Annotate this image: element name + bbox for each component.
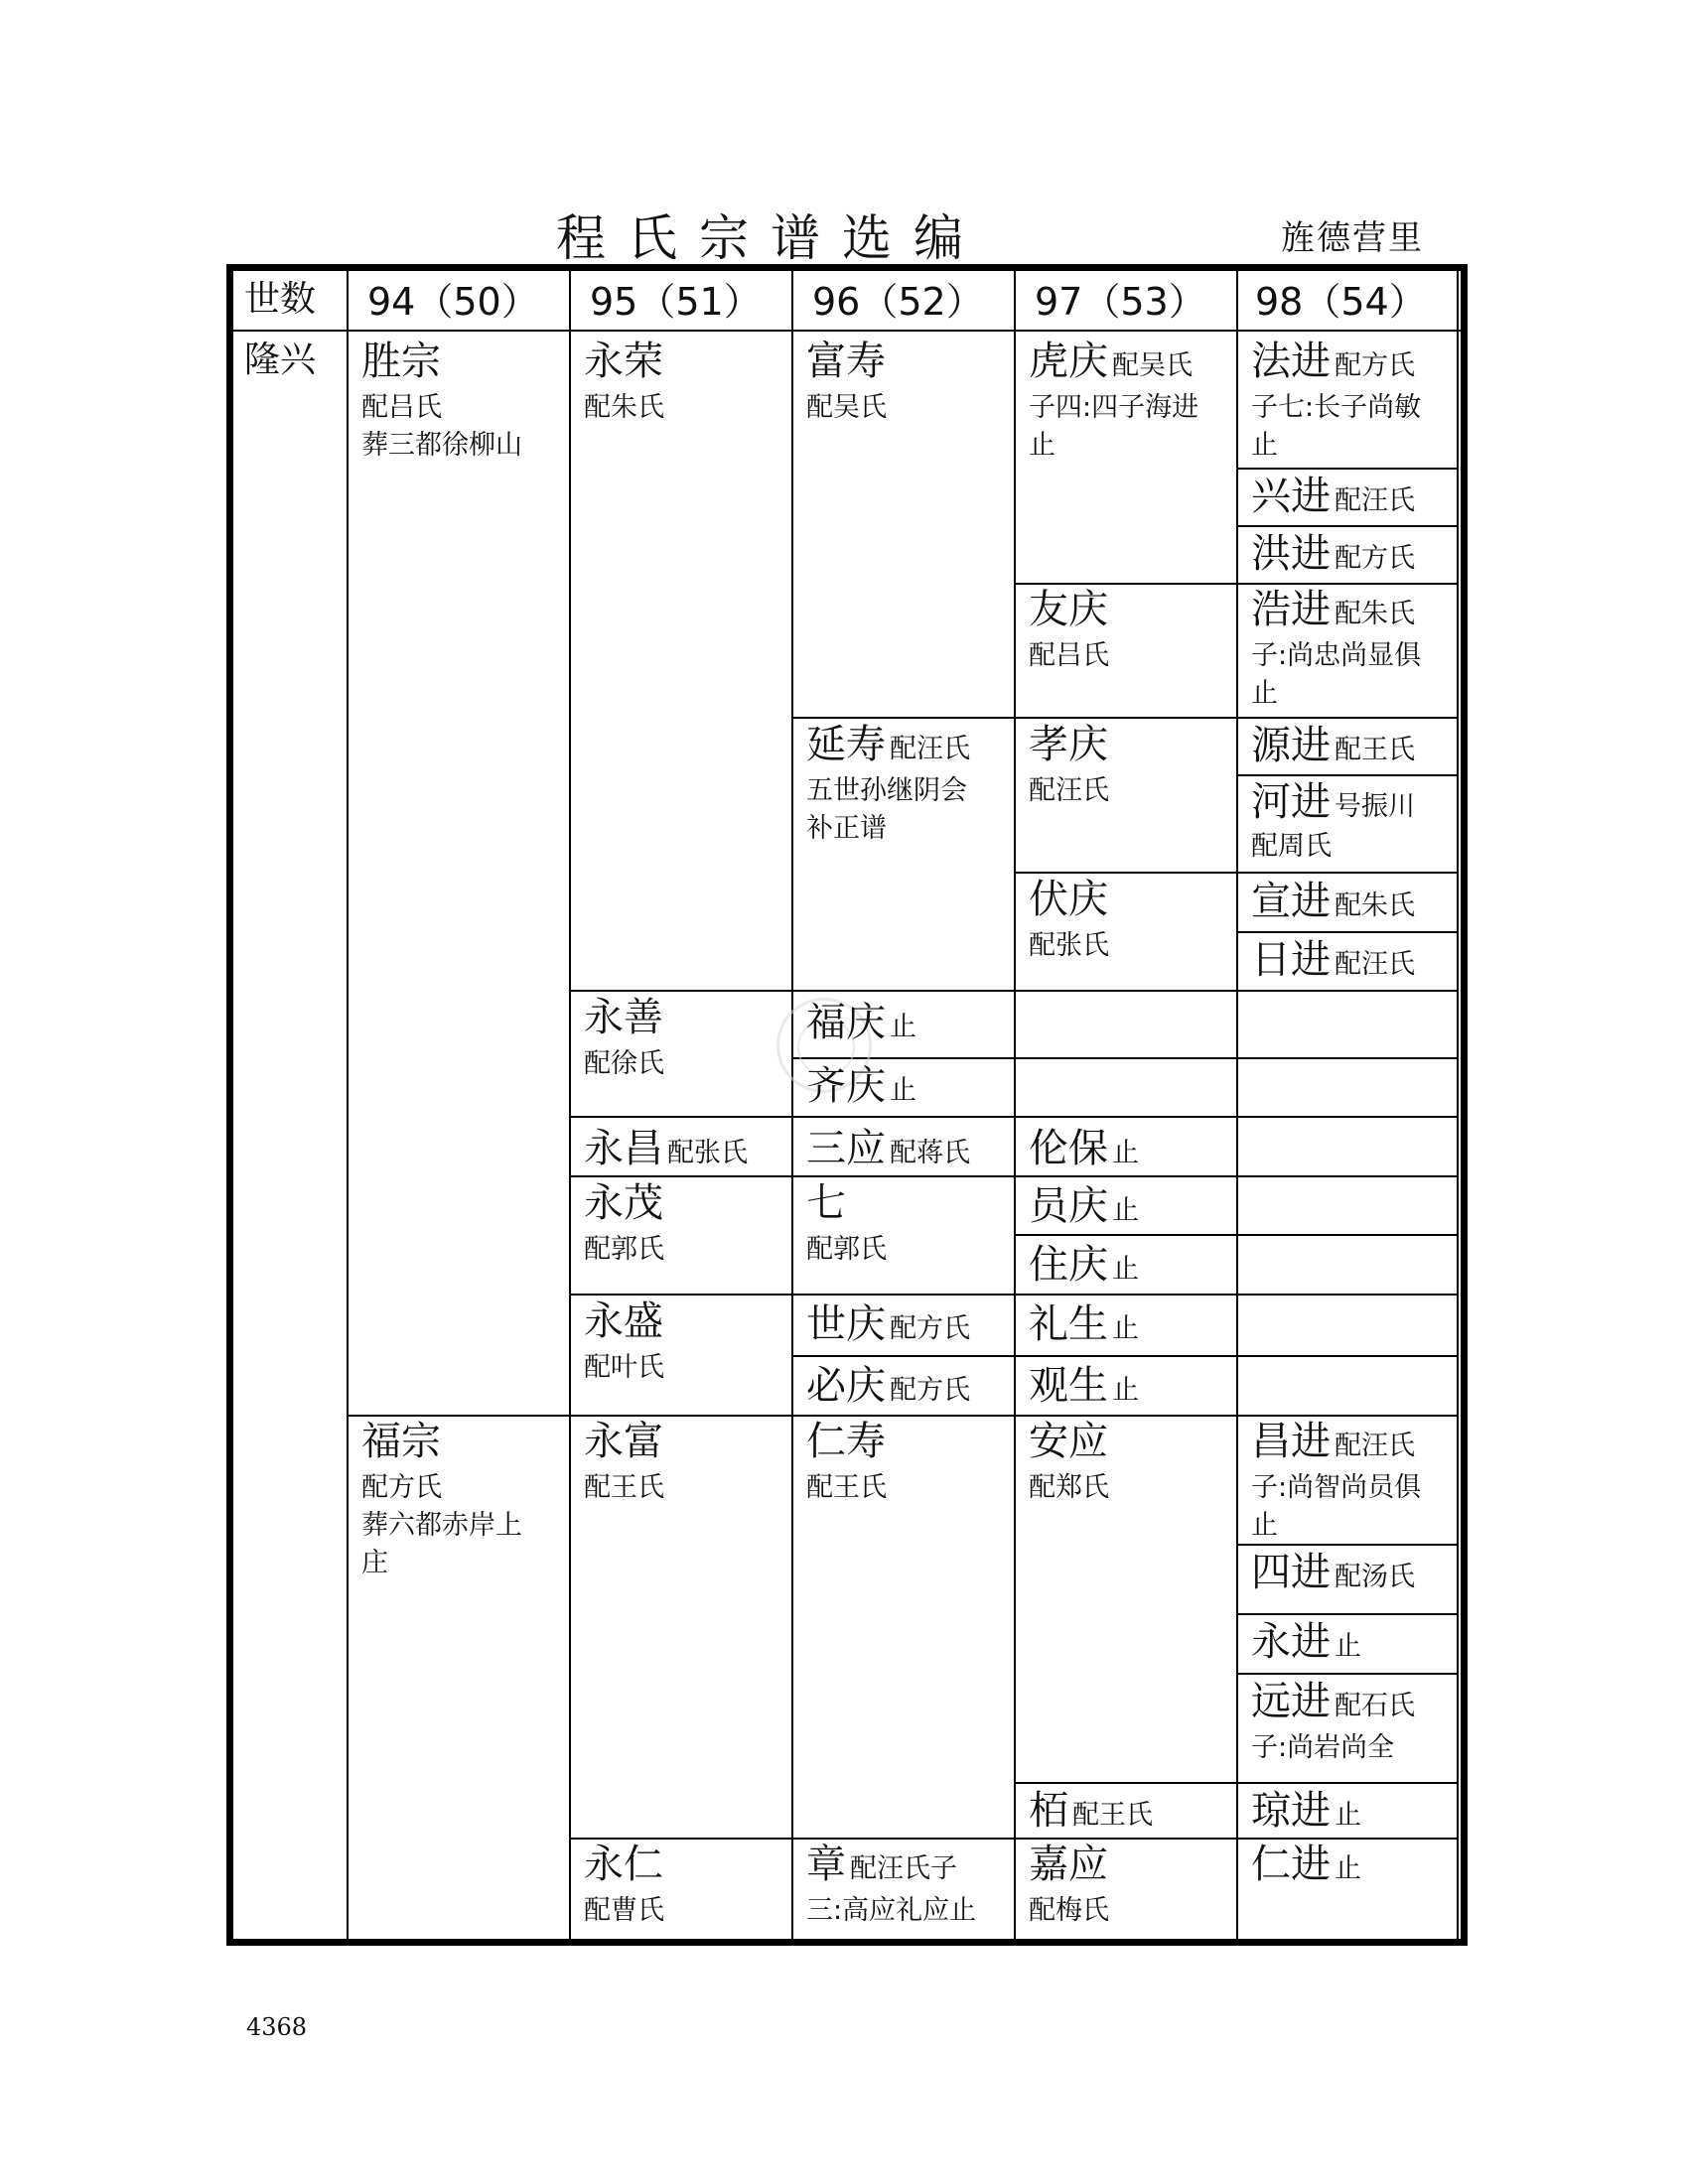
person-note: 补正谱 (806, 813, 887, 844)
person-note: 配朱氏 (584, 392, 664, 423)
person-note: 配郭氏 (584, 1234, 664, 1265)
person-entry: 世庆 配方氏 (806, 1301, 970, 1347)
person-note: 配吕氏 (1029, 640, 1109, 671)
person-entry: 延寿 配汪氏 (806, 722, 970, 767)
person-entry: 齐庆 止 (806, 1063, 916, 1109)
person-note: 配曹氏 (584, 1895, 664, 1926)
person-note: 配徐氏 (584, 1048, 664, 1079)
generation-header: 95（51） (590, 280, 762, 324)
person-note: 子四:四子海进 (1029, 392, 1199, 423)
person-entry: 嘉应 (1029, 1842, 1108, 1887)
generation-header: 96（52） (812, 280, 984, 324)
person-note: 葬三都徐柳山 (361, 430, 522, 461)
person-note: 子:尚岩尚全 (1251, 1732, 1395, 1763)
person-note: 配周氏 (1251, 831, 1332, 862)
branch-label: 隆兴 (244, 340, 317, 380)
person-note: 庄 (361, 1548, 388, 1578)
person-entry: 四进 配汤氏 (1251, 1550, 1415, 1595)
person-note: 止 (1251, 1510, 1278, 1541)
page-title: 程氏宗谱选编 (556, 209, 985, 267)
person-entry: 永茂 (584, 1180, 663, 1226)
person-entry: 浩进 配朱氏 (1251, 587, 1415, 632)
person-note: 配王氏 (806, 1472, 887, 1503)
person-entry: 永富 (584, 1419, 663, 1464)
location-label: 旌德营里 (1281, 218, 1424, 258)
person-entry: 源进 配王氏 (1251, 723, 1415, 768)
header-label: 世数 (244, 279, 317, 320)
person-entry: 孝庆 (1029, 722, 1108, 767)
person-entry: 永善 (584, 995, 663, 1040)
person-entry: 安应 (1029, 1419, 1108, 1464)
generation-header: 94（50） (367, 280, 539, 324)
person-entry: 三应 配蒋氏 (806, 1126, 970, 1171)
person-entry: 必庆 配方氏 (806, 1363, 970, 1409)
person-entry: 富寿 (806, 339, 886, 384)
person-entry: 礼生 止 (1029, 1301, 1139, 1347)
person-entry: 住庆 止 (1029, 1242, 1139, 1288)
person-entry: 员庆 止 (1029, 1183, 1139, 1229)
person-entry: 胜宗 (361, 339, 441, 384)
person-entry: 章 配汪氏子 (806, 1842, 957, 1887)
person-entry: 兴进 配汪氏 (1251, 474, 1415, 519)
person-note: 子:尚智尚员俱 (1251, 1472, 1422, 1503)
person-entry: 七 (806, 1180, 846, 1226)
person-entry: 永荣 (584, 339, 663, 384)
person-note: 配叶氏 (584, 1352, 664, 1383)
person-entry: 洪进 配方氏 (1251, 531, 1415, 577)
person-note: 配方氏 (361, 1472, 442, 1503)
person-note: 配吕氏 (361, 392, 442, 423)
person-entry: 伦保 止 (1029, 1126, 1139, 1171)
person-note: 止 (1251, 678, 1278, 709)
person-note: 止 (1029, 430, 1055, 461)
person-entry: 永仁 (584, 1842, 663, 1887)
person-entry: 友庆 (1029, 587, 1108, 632)
person-entry: 琼进 止 (1251, 1788, 1361, 1834)
person-entry: 观生 止 (1029, 1363, 1139, 1409)
person-note: 止 (1251, 430, 1278, 461)
person-note: 子:尚忠尚显俱 (1251, 640, 1422, 671)
person-note: 子七:长子尚敏 (1251, 392, 1422, 423)
person-entry: 远进 配石氏 (1251, 1679, 1415, 1724)
person-entry: 昌进 配汪氏 (1251, 1419, 1415, 1464)
person-entry: 永盛 (584, 1298, 663, 1344)
person-entry: 日进 配汪氏 (1251, 937, 1415, 983)
person-entry: 虎庆 配吴氏 (1029, 339, 1193, 384)
person-note: 配汪氏 (1029, 775, 1109, 806)
generation-header: 97（53） (1035, 280, 1206, 324)
person-entry: 法进 配方氏 (1251, 339, 1415, 384)
page-number: 4368 (246, 2013, 308, 2041)
person-entry: 河进 号振川 (1251, 779, 1415, 825)
person-note: 配张氏 (1029, 930, 1109, 961)
generation-header: 98（54） (1255, 280, 1427, 324)
person-note: 配吴氏 (806, 392, 887, 423)
person-entry: 仁进 止 (1251, 1842, 1361, 1887)
person-entry: 永昌 配张氏 (584, 1126, 748, 1171)
person-note: 五世孙继阴会 (806, 775, 967, 806)
person-entry: 永进 止 (1251, 1619, 1361, 1665)
person-note: 配郭氏 (806, 1234, 887, 1265)
person-entry: 福庆 止 (806, 1000, 916, 1045)
person-entry: 仁寿 (806, 1419, 886, 1464)
person-entry: 宣进 配朱氏 (1251, 879, 1415, 924)
person-note: 三:高应礼应止 (806, 1895, 977, 1926)
person-entry: 栢 配王氏 (1029, 1788, 1153, 1834)
person-note: 配王氏 (584, 1472, 664, 1503)
person-entry: 福宗 (361, 1419, 441, 1464)
person-note: 配郑氏 (1029, 1472, 1109, 1503)
person-entry: 伏庆 (1029, 877, 1108, 922)
person-note: 配梅氏 (1029, 1895, 1109, 1926)
person-note: 葬六都赤岸上 (361, 1510, 522, 1541)
